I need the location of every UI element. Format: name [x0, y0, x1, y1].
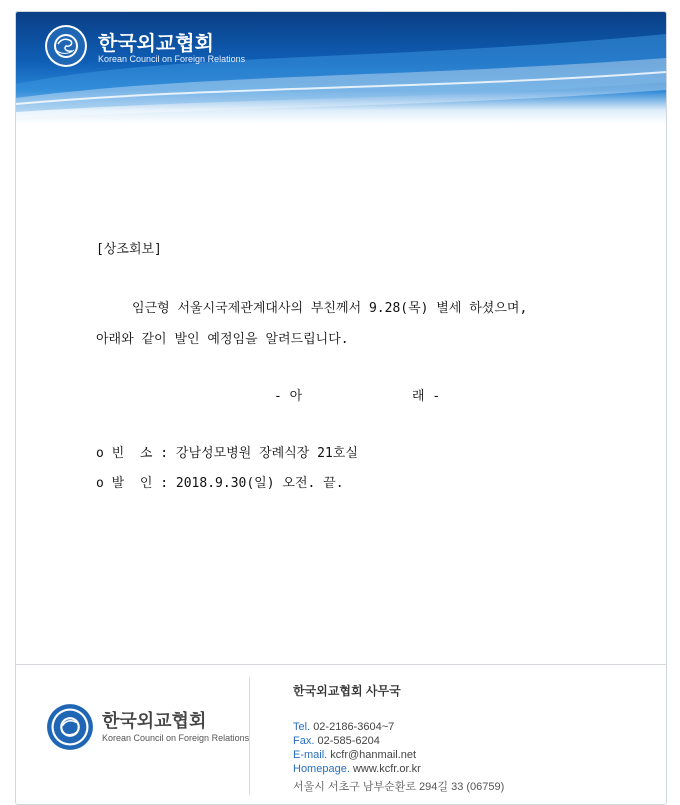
- section-title-left: - 아: [274, 389, 303, 404]
- homepage-line: [293, 763, 421, 775]
- fax-value: 02-585-6204: [317, 735, 380, 747]
- notice-heading: [상조회보]: [96, 242, 162, 257]
- fax-line: [293, 735, 380, 747]
- homepage-link[interactable]: www.kcfr.or.kr: [352, 763, 421, 775]
- detail-item-venue: o 빈 소 : 강남성모병원 장례식장 21호실: [96, 446, 358, 461]
- section-title-right: 래 -: [412, 389, 441, 404]
- newsletter-frame: [15, 11, 667, 805]
- notice-paragraph-line2: 아래와 같이 발인 예정임을 알려드립니다.: [96, 332, 349, 347]
- email-link[interactable]: kcfr@hanmail.net: [330, 749, 417, 761]
- footer: [16, 664, 666, 805]
- header-banner: [16, 12, 666, 124]
- address: 서울시 서초구 남부순환로 294길 33 (06759): [293, 781, 505, 793]
- kcfr-logo-icon: [44, 24, 88, 68]
- footer-divider: [249, 677, 250, 795]
- header-org-name-en: Korean Council on Foreign Relations: [98, 54, 246, 64]
- tel-value: 02-2186-3604~7: [313, 721, 395, 733]
- office-name: 한국외교협회 사무국: [293, 684, 401, 698]
- footer-org-name-en: Korean Council on Foreign Relations: [102, 733, 250, 743]
- tel-label: Tel.: [293, 721, 311, 733]
- fax-label: Fax.: [293, 735, 315, 747]
- email-line: [293, 749, 416, 761]
- notice-paragraph-line1: 임근형 서울시국제관계대사의 부친께서 9.28(목) 별세 하셨으며,: [132, 301, 528, 316]
- tel-line: [293, 721, 394, 733]
- footer-org-name: 한국외교협회: [102, 711, 207, 732]
- header-org-name: 한국외교협회: [98, 31, 214, 55]
- detail-item-funeral: o 발 인 : 2018.9.30(일) 오전. 끝.: [96, 476, 344, 491]
- homepage-label: Homepage.: [293, 763, 350, 775]
- email-label: E-mail.: [293, 749, 328, 761]
- footer-logo-icon: [46, 703, 94, 751]
